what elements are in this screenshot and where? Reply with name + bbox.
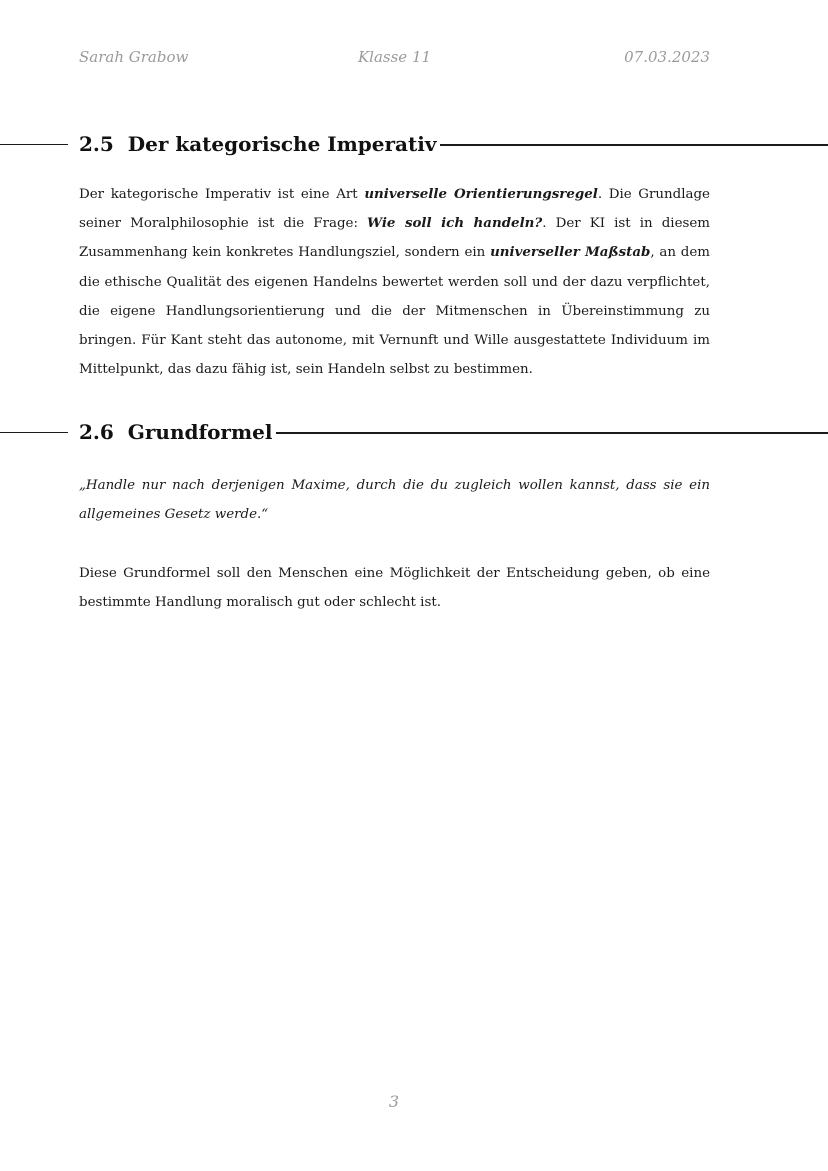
text-run: Der kategorische Imperativ ist eine Art	[79, 187, 365, 202]
text-run: . Die Grundlage seiner Moralphilosophie ist die Frage:	[79, 187, 710, 232]
kant-quote: „Handle nur nach derjenigen Maxime, durch die du zugleich wollen kannst, dass sie ein allgemeines Gesetz werde.“	[79, 478, 710, 523]
heading-rule-right	[276, 432, 828, 434]
heading-rule-left	[0, 432, 68, 433]
emphasis-question: Wie soll ich handeln?	[367, 215, 543, 232]
section-2-6-paragraph: Diese Grundformel soll den Menschen eine Möglichkeit der Entscheidung geben, ob eine bestimmte Handlung moralisch gut oder schlecht ist.	[79, 566, 710, 611]
header-class: Klasse 11	[357, 48, 432, 66]
heading-rule-right	[440, 144, 828, 146]
section-2-5-paragraph	[79, 180, 710, 384]
text-run: , an dem die ethische Qualität des eigenen Handelns bewertet werden soll und der dazu verpflichtet, die eigene Handlungsorientierung und die der Mitmenschen in Übereinstimmung zu bringen. Für Kant steht das autonome, mit Vernunft und Wille ausgestattete Individuum im Mittelpunkt, das dazu fähig ist, sein Handeln selbst zu bestimmen.	[79, 245, 711, 378]
section-title	[79, 130, 440, 158]
emphasis-massstab: universeller Maßstab	[490, 244, 651, 261]
section-number: 2.5	[79, 132, 114, 156]
text-run: . Der KI ist in diesem Zusammenhang kein konkretes Handlungsziel, sondern ein	[79, 216, 710, 261]
heading-rule-left	[0, 144, 68, 145]
header-date: 07.03.2023	[624, 48, 710, 66]
section-number: 2.6	[79, 420, 114, 444]
page-number: 3	[388, 1092, 400, 1111]
section-heading-2-6	[0, 414, 828, 450]
section-title-text: Der kategorische Imperativ	[127, 132, 437, 156]
section-title	[79, 418, 276, 446]
header-author: Sarah Grabow	[79, 48, 189, 66]
section-title-text: Grundformel	[127, 420, 273, 444]
emphasis-orientierungsregel: universelle Orientierungsregel	[364, 186, 598, 202]
page-header	[79, 48, 710, 72]
section-heading-2-5	[0, 126, 828, 162]
